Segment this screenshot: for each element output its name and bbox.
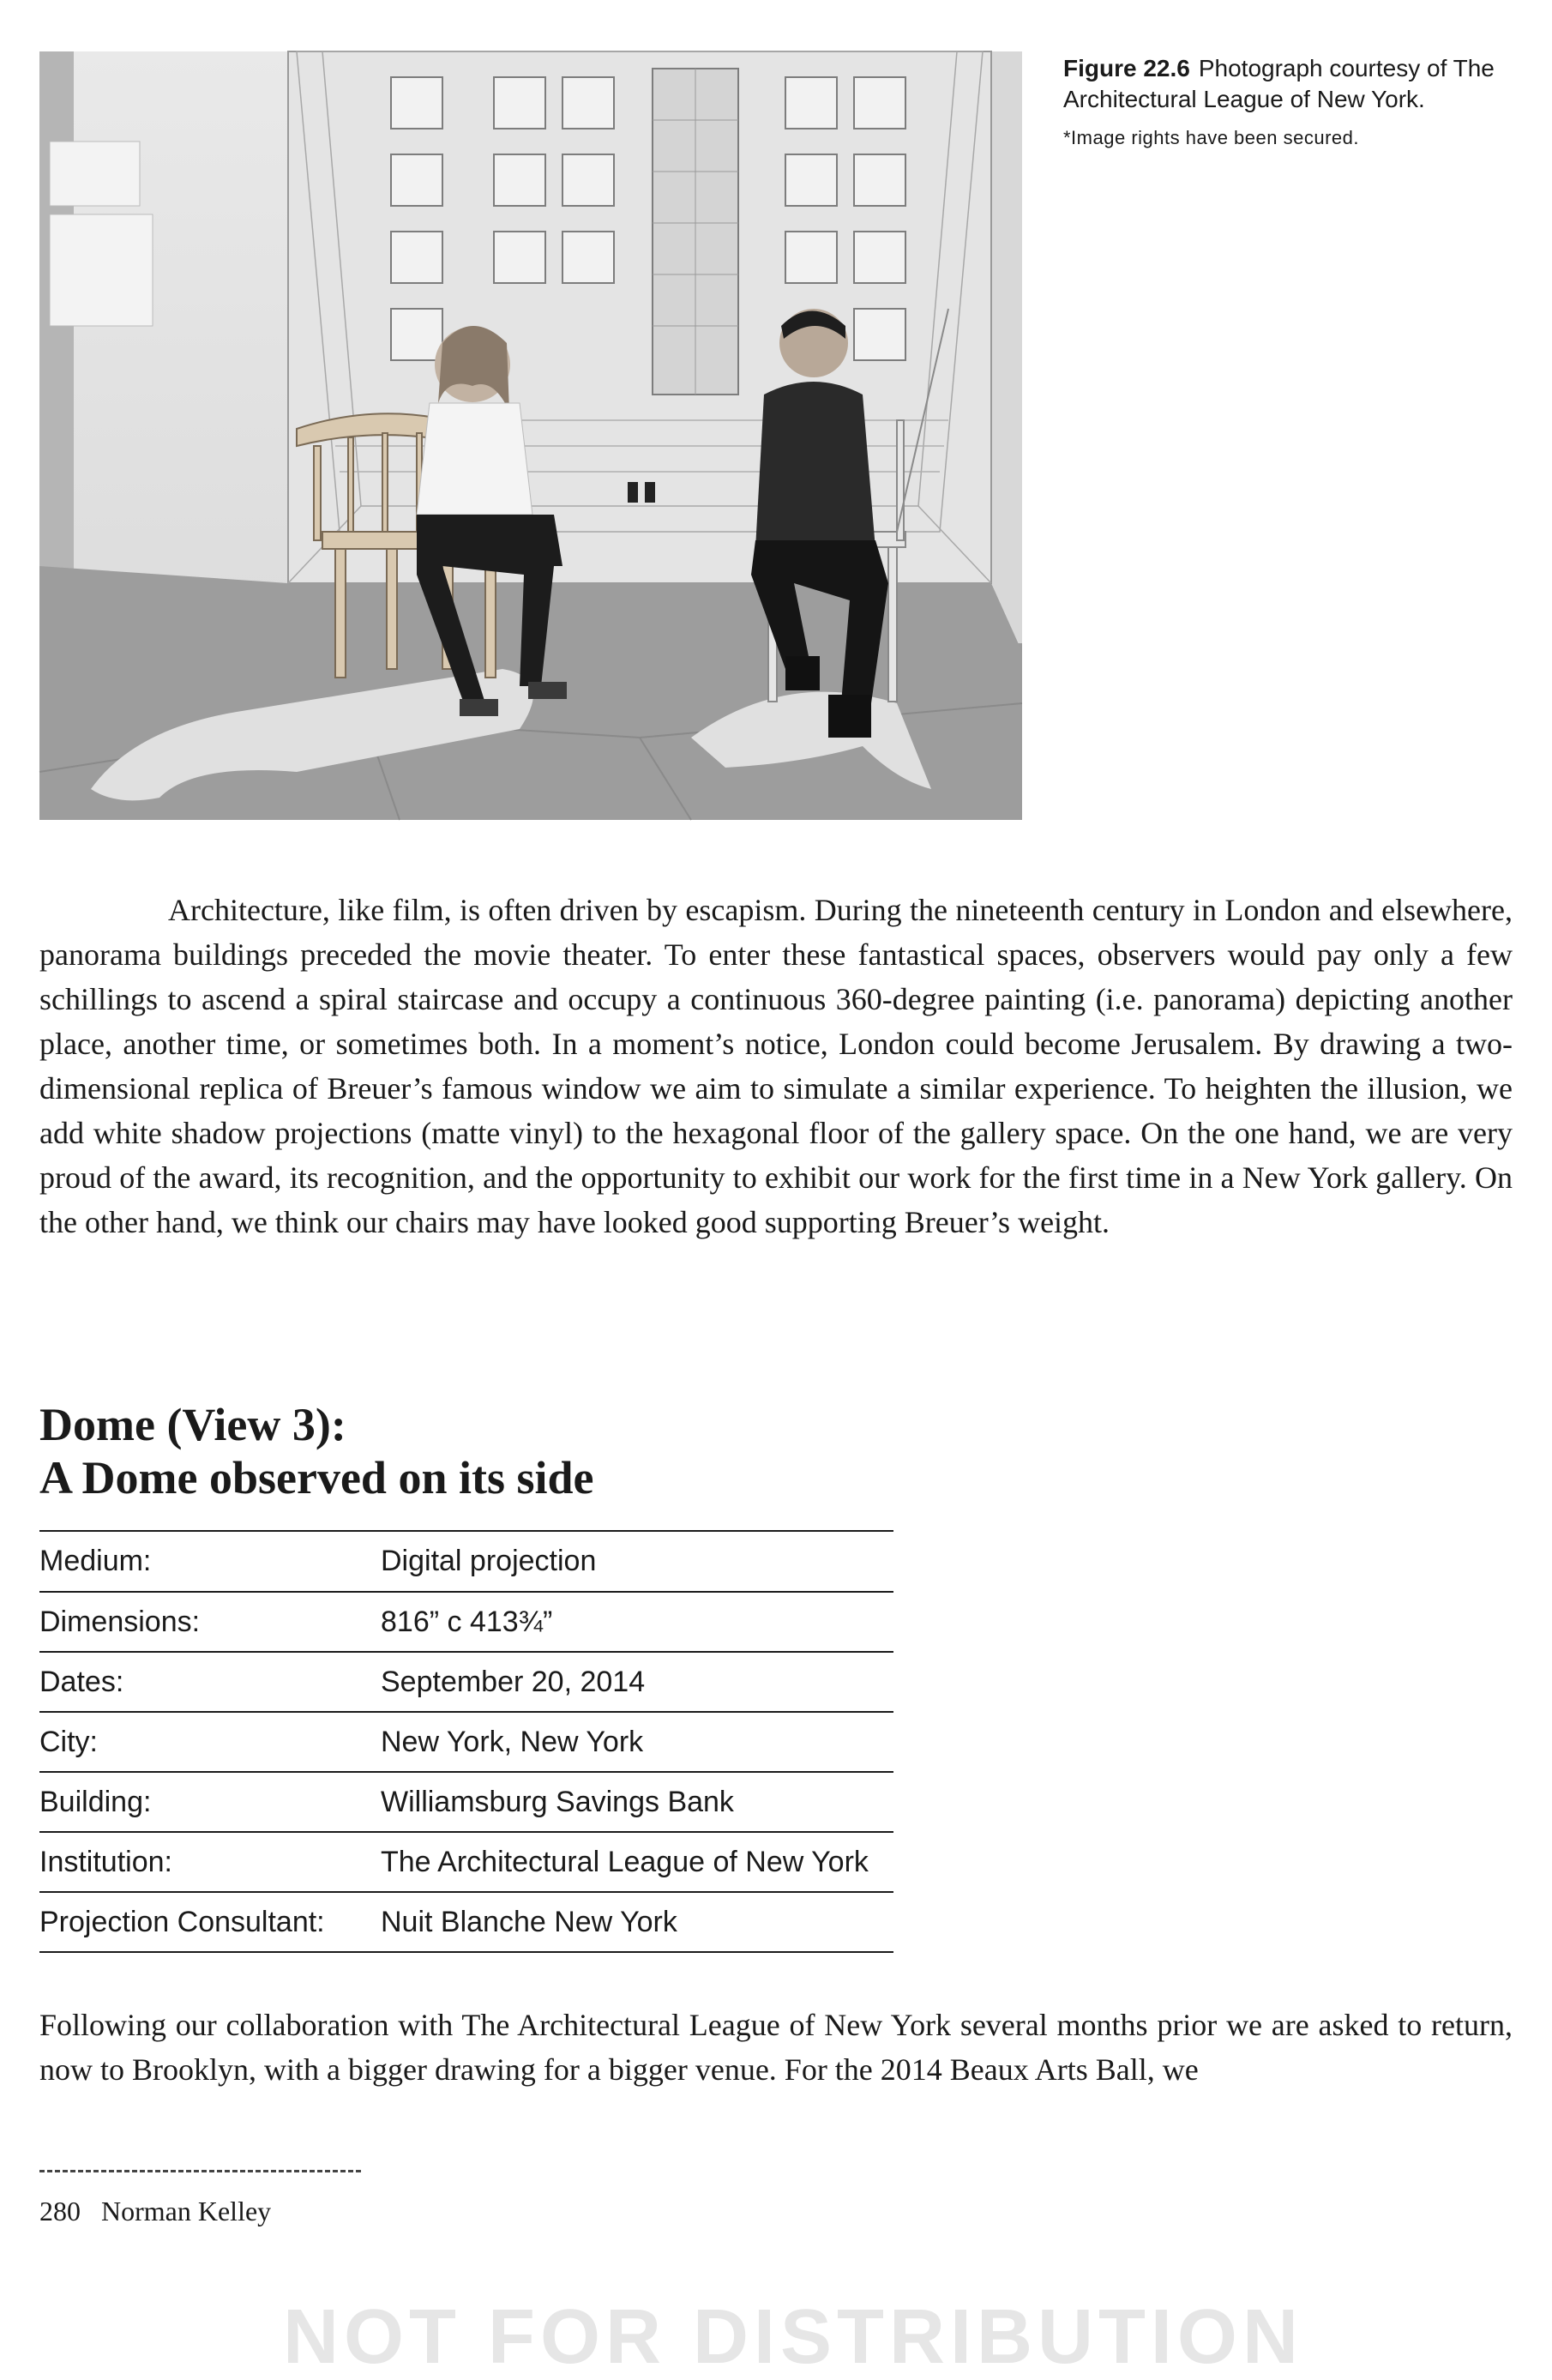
meta-key: Projection Consultant: [39,1905,325,1938]
body-paragraph-2: Following our collaboration with The Architectural League of New York several months prior we are asked to return, now to Brooklyn, with a bigger drawing for a bigger venue. For the 2014 Beaux Arts Ball, we [39,2008,1513,2087]
table-row [39,1832,893,1892]
meta-key: Medium: [39,1545,152,1577]
photo-illustration [39,51,1022,820]
page-footer [39,2196,271,2227]
meta-value: Digital projection [381,1545,597,1577]
footer-divider [39,2170,361,2172]
meta-value: The Architectural League of New York [381,1845,869,1878]
section-title-line-1: Dome (View 3): [39,1399,346,1450]
meta-key: Dates: [39,1665,124,1698]
section-title [39,1398,897,1504]
table-row [39,1532,893,1592]
table-row [39,1772,893,1832]
figure-photo [39,51,1022,820]
section-title-line-2: A Dome observed on its side [39,1452,594,1503]
figure-label: Figure 22.6 [1063,55,1190,81]
meta-key: Institution: [39,1845,172,1878]
figure-caption [1063,53,1526,149]
table-row [39,1592,893,1652]
meta-value: 816” c 413¾” [381,1605,553,1638]
meta-value: Williamsburg Savings Bank [381,1785,734,1818]
page-number: 280 [39,2196,81,2226]
caption-text: Photograph courtesy of The Architectural League of New York. [1063,55,1495,112]
rights-note: *Image rights have been secured. [1063,127,1359,148]
table-row [39,1892,893,1952]
body-paragraph-1: Architecture, like film, is often driven by escapism. During the nineteenth century in London and elsewhere, panorama buildings preceded the movie theater. To enter these fantastical spaces, observers would pay only a few schillings to ascend a spiral staircase and occupy a continuous 360-degree painting (i.e. panorama) depicting another place, another time, or sometimes both. In a moment’s notice, London could become Jerusalem. By drawing a two-dimensional replica of Breuer’s famous window we aim to simulate a similar experience. To heighten the illusion, we add white shadow projections (matte vinyl) to the hexagonal floor of the gallery space. On the one hand, we are very proud of the award, its recognition, and the opportunity to exhibit our work for the first time in a New York gallery. On the other hand, we think our chairs may have looked good supporting Breuer’s weight. [39,893,1513,1239]
running-author: Norman Kelley [101,2196,272,2226]
meta-key: Building: [39,1785,152,1818]
meta-value: New York, New York [381,1725,644,1758]
watermark-text: NOT FOR DISTRIBUTION [283,2294,1303,2380]
meta-value: September 20, 2014 [381,1665,646,1698]
table-row [39,1712,893,1772]
meta-value: Nuit Blanche New York [381,1905,677,1938]
project-metadata-table [39,1532,893,1953]
watermark [283,2294,1398,2380]
meta-key: City: [39,1725,98,1758]
meta-key: Dimensions: [39,1605,201,1638]
table-row [39,1652,893,1712]
caption-text-block [1063,53,1526,115]
